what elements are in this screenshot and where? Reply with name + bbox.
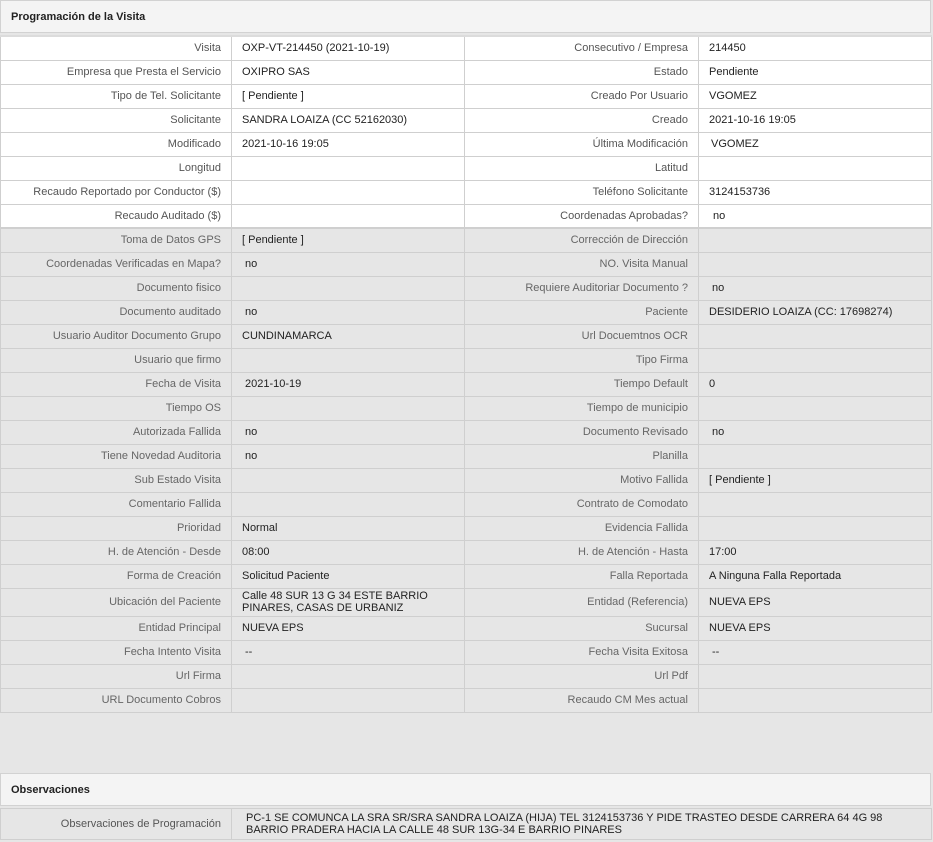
field-value (699, 444, 932, 468)
field-value (699, 664, 932, 688)
table-row (1, 664, 932, 688)
field-value (232, 348, 465, 372)
field-value (232, 664, 465, 688)
field-value: no (245, 426, 258, 438)
field-value: 0 (699, 372, 932, 396)
field-label: Documento fisico (1, 276, 232, 300)
table-row (1, 396, 932, 420)
table-row (1, 420, 932, 444)
table-row (1, 252, 932, 276)
field-label: Solicitante (1, 108, 232, 132)
table-row (1, 204, 932, 228)
field-value (699, 396, 932, 420)
field-label: Usuario Auditor Documento Grupo (1, 324, 232, 348)
field-label: Empresa que Presta el Servicio (1, 60, 232, 84)
field-label: Fecha Intento Visita (1, 640, 232, 664)
field-label: Autorizada Fallida (1, 420, 232, 444)
table-row (1, 564, 932, 588)
field-value: no (712, 426, 725, 438)
field-label: Contrato de Comodato (465, 492, 699, 516)
field-label: Url Pdf (465, 664, 699, 688)
field-label: Ubicación del Paciente (1, 588, 232, 616)
field-label: Url Docuemtnos OCR (465, 324, 699, 348)
field-label: NO. Visita Manual (465, 252, 699, 276)
field-value (232, 204, 465, 228)
field-value: Pendiente (699, 60, 932, 84)
field-value: [ Pendiente ] (232, 84, 465, 108)
field-value: NUEVA EPS (699, 588, 932, 616)
table-row (1, 84, 932, 108)
field-label: Longitud (1, 156, 232, 180)
field-label: Planilla (465, 444, 699, 468)
field-label: Falla Reportada (465, 564, 699, 588)
field-label: Motivo Fallida (465, 468, 699, 492)
field-label: Documento auditado (1, 300, 232, 324)
field-label: Requiere Auditoriar Documento ? (465, 276, 699, 300)
field-value: no (713, 209, 726, 222)
table-row (1, 348, 932, 372)
field-label: Modificado (1, 132, 232, 156)
field-label: Tiempo OS (1, 396, 232, 420)
field-label: Recaudo CM Mes actual (465, 688, 699, 712)
table-row (1, 588, 932, 616)
table-row (1, 276, 932, 300)
field-value (699, 252, 932, 276)
field-label: Tiempo de municipio (465, 396, 699, 420)
field-value: Calle 48 SUR 13 G 34 ESTE BARRIO PINARES, CASAS DE URBANIZ (232, 588, 465, 616)
field-value (232, 396, 465, 420)
observaciones-label: Observaciones de Programación (1, 809, 232, 840)
field-value: no (245, 258, 258, 270)
field-label: Sucursal (465, 616, 699, 640)
field-label: Fecha Visita Exitosa (465, 640, 699, 664)
field-value: VGOMEZ (699, 84, 932, 108)
field-value: NUEVA EPS (232, 616, 465, 640)
field-label: Estado (465, 60, 699, 84)
field-label: URL Documento Cobros (1, 688, 232, 712)
field-value (699, 228, 932, 252)
field-value: CUNDINAMARCA (232, 324, 465, 348)
field-value: VGOMEZ (711, 138, 759, 150)
field-value: [ Pendiente ] (699, 468, 932, 492)
table-row (1, 60, 932, 84)
table-row (1, 540, 932, 564)
field-value (232, 492, 465, 516)
field-value: 08:00 (232, 540, 465, 564)
field-value: [ Pendiente ] (232, 228, 465, 252)
field-label: Visita (1, 36, 232, 60)
field-label: Recaudo Reportado por Conductor ($) (1, 180, 232, 204)
table-row (1, 180, 932, 204)
field-label: Latitud (465, 156, 699, 180)
field-value: no (712, 282, 725, 294)
field-label: Entidad (Referencia) (465, 588, 699, 616)
field-value: 214450 (699, 36, 932, 60)
field-value: SANDRA LOAIZA (CC 52162030) (232, 108, 465, 132)
field-label: Documento Revisado (465, 420, 699, 444)
observaciones-table (0, 808, 932, 840)
table-row (1, 640, 932, 664)
field-value (699, 156, 932, 180)
table-row (1, 516, 932, 540)
field-value: A Ninguna Falla Reportada (699, 564, 932, 588)
table-row (1, 372, 932, 396)
field-label: Consecutivo / Empresa (465, 36, 699, 60)
field-value: -- (712, 646, 720, 658)
field-label: Usuario que firmo (1, 348, 232, 372)
field-value: 2021-10-16 19:05 (699, 108, 932, 132)
section-title-programacion: Programación de la Visita (0, 0, 931, 33)
field-label: Entidad Principal (1, 616, 232, 640)
field-value: 3124153736 (699, 180, 932, 204)
table-row (1, 809, 932, 840)
field-label: Comentario Fallida (1, 492, 232, 516)
table-row (1, 108, 932, 132)
table-row (1, 36, 932, 60)
field-label: Teléfono Solicitante (465, 180, 699, 204)
field-label: Paciente (465, 300, 699, 324)
field-label: Toma de Datos GPS (1, 228, 232, 252)
field-value (232, 276, 465, 300)
field-value (232, 468, 465, 492)
field-value (699, 688, 932, 712)
table-row (1, 688, 932, 712)
observaciones-value: PC-1 SE COMUNCA LA SRA SR/SRA SANDRA LOAIZA (HIJA) TEL 3124153736 Y PIDE TRASTEO DESDE CARRERA 64 4G 98 BARRIO PRADERA HACIA LA CALLE 48 SUR 13G-34 E BARRIO PINARES (232, 809, 932, 840)
visit-details-table (0, 35, 932, 713)
field-value (699, 516, 932, 540)
field-value (232, 180, 465, 204)
field-value (699, 324, 932, 348)
field-label: Corrección de Dirección (465, 228, 699, 252)
field-label: Coordenadas Aprobadas? (465, 204, 699, 228)
field-label: Creado Por Usuario (465, 84, 699, 108)
field-label: Creado (465, 108, 699, 132)
field-value: Solicitud Paciente (232, 564, 465, 588)
field-value: no (245, 306, 258, 318)
field-label: Forma de Creación (1, 564, 232, 588)
table-row (1, 444, 932, 468)
field-value: no (245, 450, 258, 462)
table-row (1, 324, 932, 348)
field-value: OXP-VT-214450 (2021-10-19) (232, 36, 465, 60)
field-value: OXIPRO SAS (232, 60, 465, 84)
field-value (232, 156, 465, 180)
field-value: -- (245, 646, 253, 658)
table-row (1, 468, 932, 492)
field-label: Url Firma (1, 664, 232, 688)
field-label: Coordenadas Verificadas en Mapa? (1, 252, 232, 276)
field-label: Última Modificación (465, 132, 699, 156)
table-row (1, 132, 932, 156)
table-row (1, 616, 932, 640)
field-value (232, 688, 465, 712)
table-row (1, 492, 932, 516)
field-label: H. de Atención - Desde (1, 540, 232, 564)
field-value (699, 348, 932, 372)
field-value: 2021-10-19 (245, 378, 302, 390)
field-value: NUEVA EPS (699, 616, 932, 640)
field-label: Tipo Firma (465, 348, 699, 372)
field-label: Tiempo Default (465, 372, 699, 396)
field-label: Tiene Novedad Auditoria (1, 444, 232, 468)
field-value (699, 492, 932, 516)
field-label: Tipo de Tel. Solicitante (1, 84, 232, 108)
table-row (1, 228, 932, 252)
field-value: 2021-10-16 19:05 (232, 132, 465, 156)
field-value: 17:00 (699, 540, 932, 564)
field-label: H. de Atención - Hasta (465, 540, 699, 564)
field-label: Fecha de Visita (1, 372, 232, 396)
field-value: DESIDERIO LOAIZA (CC: 17698274) (699, 300, 932, 324)
field-label: Prioridad (1, 516, 232, 540)
table-row (1, 300, 932, 324)
field-label: Sub Estado Visita (1, 468, 232, 492)
field-label: Recaudo Auditado ($) (1, 204, 232, 228)
field-value: Normal (232, 516, 465, 540)
field-label: Evidencia Fallida (465, 516, 699, 540)
table-row (1, 156, 932, 180)
section-title-observaciones: Observaciones (0, 773, 931, 806)
